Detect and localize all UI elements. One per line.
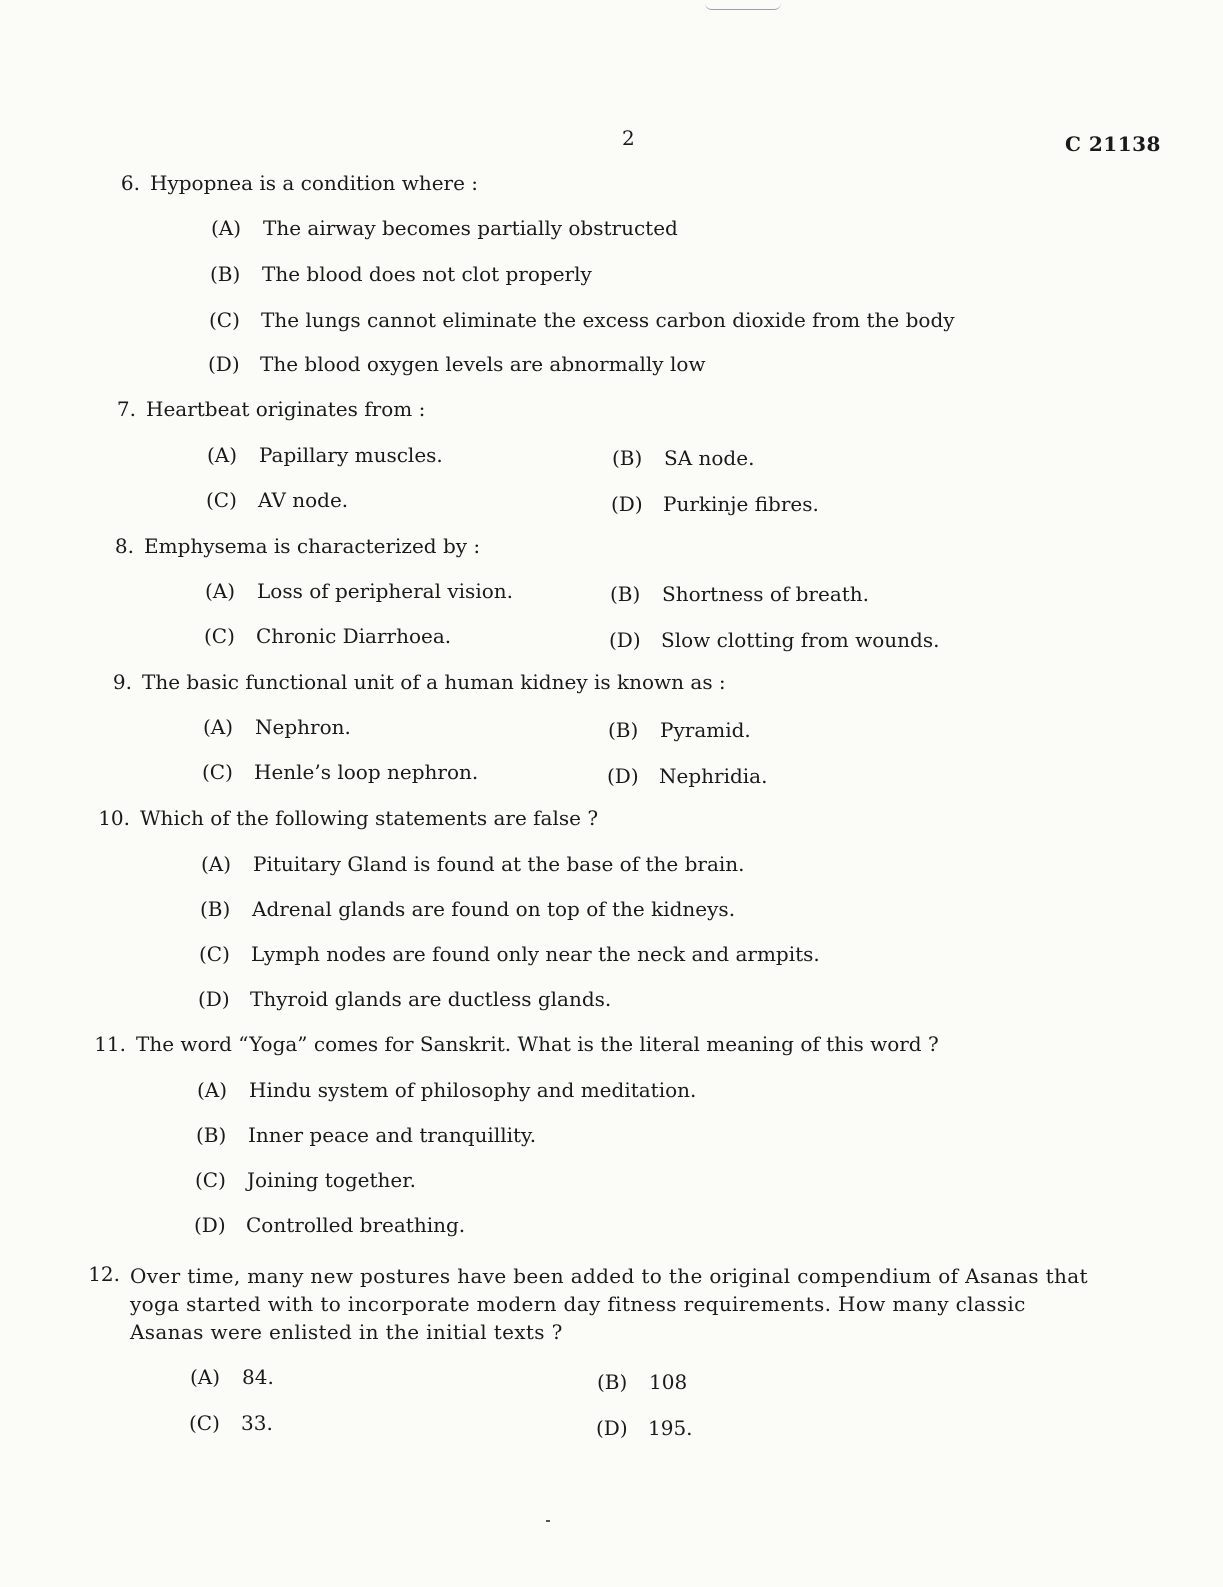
option-text: Pyramid. (660, 718, 751, 742)
option-6c (209, 308, 955, 332)
option-10c (199, 942, 820, 966)
question-text: The basic functional unit of a human kidney is known as : (142, 670, 726, 694)
option-7c (206, 488, 348, 512)
option-8b (610, 582, 869, 606)
question-number: 8. (114, 534, 134, 558)
page-number: 2 (622, 126, 635, 150)
option-label: (C) (195, 1168, 226, 1192)
question-9 (96, 670, 726, 694)
option-text: Nephron. (255, 715, 351, 739)
option-9a (203, 715, 351, 739)
question-text: The word “Yoga” comes for Sanskrit. What is the literal meaning of this word ? (136, 1032, 939, 1056)
option-label: (C) (202, 760, 233, 784)
option-text: Purkinje fibres. (663, 492, 819, 516)
option-text: The blood oxygen levels are abnormally low (260, 352, 706, 376)
option-text: Pituitary Gland is found at the base of the brain. (253, 852, 745, 876)
option-8c (204, 624, 451, 648)
option-label: (B) (610, 582, 641, 606)
option-text: Adrenal glands are found on top of the kidneys. (252, 897, 736, 921)
scan-artifact (705, 3, 781, 10)
option-9d (607, 764, 767, 788)
option-9c (202, 760, 478, 784)
option-label: (D) (611, 492, 643, 516)
option-10d (198, 987, 611, 1011)
option-10b (200, 897, 735, 921)
option-label: (B) (196, 1123, 227, 1147)
option-9b (608, 718, 751, 742)
option-7b (612, 446, 754, 470)
option-text: 108 (649, 1370, 688, 1394)
option-text: Papillary muscles. (259, 443, 443, 467)
question-number: 6. (120, 171, 140, 195)
option-label: (C) (204, 624, 235, 648)
option-label: (B) (210, 262, 241, 286)
option-11d (194, 1213, 465, 1237)
option-label: (A) (211, 216, 242, 240)
option-text: The blood does not clot properly (262, 262, 592, 286)
option-label: (A) (197, 1078, 228, 1102)
question-number: 12. (88, 1262, 120, 1286)
option-label: (B) (612, 446, 643, 470)
option-label: (A) (207, 443, 238, 467)
question-6 (104, 171, 478, 195)
scan-dot (546, 1520, 550, 1522)
question-number: 11. (94, 1032, 126, 1056)
option-12c (189, 1411, 273, 1435)
question-number: 7. (116, 397, 136, 421)
option-text: Nephridia. (659, 764, 768, 788)
option-11b (196, 1123, 536, 1147)
question-7 (100, 397, 425, 421)
option-label: (A) (205, 579, 236, 603)
option-10a (201, 852, 745, 876)
question-11 (90, 1032, 939, 1056)
option-text: Chronic Diarrhoea. (256, 624, 452, 648)
option-label: (A) (190, 1365, 221, 1389)
option-text: Lymph nodes are found only near the neck and armpits. (251, 942, 820, 966)
option-text: Joining together. (247, 1168, 416, 1192)
option-11c (195, 1168, 416, 1192)
question-text: Heartbeat originates from : (146, 397, 426, 421)
option-12b (597, 1370, 687, 1394)
option-label: (D) (607, 764, 639, 788)
option-label: (C) (199, 942, 230, 966)
option-12a (190, 1365, 274, 1389)
option-text: The lungs cannot eliminate the excess carbon dioxide from the body (261, 308, 955, 332)
option-label: (D) (208, 352, 240, 376)
option-label: (C) (189, 1411, 220, 1435)
option-12d (596, 1416, 693, 1440)
option-8a (205, 579, 513, 603)
option-text: AV node. (258, 488, 349, 512)
option-text: 195. (648, 1416, 693, 1440)
question-10 (94, 806, 598, 830)
option-label: (D) (596, 1416, 628, 1440)
option-6a (211, 216, 678, 240)
option-label: (D) (194, 1213, 226, 1237)
option-label: (C) (209, 308, 240, 332)
option-label: (A) (203, 715, 234, 739)
question-text: Which of the following statements are false ? (140, 806, 599, 830)
option-text: Controlled breathing. (246, 1213, 466, 1237)
question-8 (98, 534, 480, 558)
option-11a (197, 1078, 696, 1102)
question-text: Emphysema is characterized by : (144, 534, 481, 558)
paper-code: C 21138 (1065, 132, 1161, 156)
option-label: (B) (608, 718, 639, 742)
question-number: 9. (112, 670, 132, 694)
question-text: Over time, many new postures have been added to the original compendium of Asanas that yoga started with to incorporate modern day fitness requirements. How many classic Asanas were enlisted in the initial texts ? (130, 1264, 1088, 1344)
option-6d (208, 352, 706, 376)
option-7a (207, 443, 443, 467)
option-text: Inner peace and tranquillity. (248, 1123, 537, 1147)
option-text: Hindu system of philosophy and meditation. (249, 1078, 697, 1102)
option-label: (B) (200, 897, 231, 921)
option-label: (D) (198, 987, 230, 1011)
option-7d (611, 492, 819, 516)
option-text: Loss of peripheral vision. (257, 579, 513, 603)
option-label: (B) (597, 1370, 628, 1394)
option-text: Shortness of breath. (662, 582, 870, 606)
option-label: (A) (201, 852, 232, 876)
option-label: (C) (206, 488, 237, 512)
option-text: Henle’s loop nephron. (254, 760, 479, 784)
question-text: Hypopnea is a condition where : (150, 171, 479, 195)
option-text: The airway becomes partially obstructed (263, 216, 678, 240)
option-text: Thyroid glands are ductless glands. (250, 987, 612, 1011)
option-label: (D) (609, 628, 641, 652)
option-6b (210, 262, 592, 286)
option-text: 84. (242, 1365, 274, 1389)
question-number: 10. (98, 806, 130, 830)
option-text: 33. (241, 1411, 273, 1435)
option-text: SA node. (664, 446, 755, 470)
option-text: Slow clotting from wounds. (661, 628, 940, 652)
option-8d (609, 628, 939, 652)
